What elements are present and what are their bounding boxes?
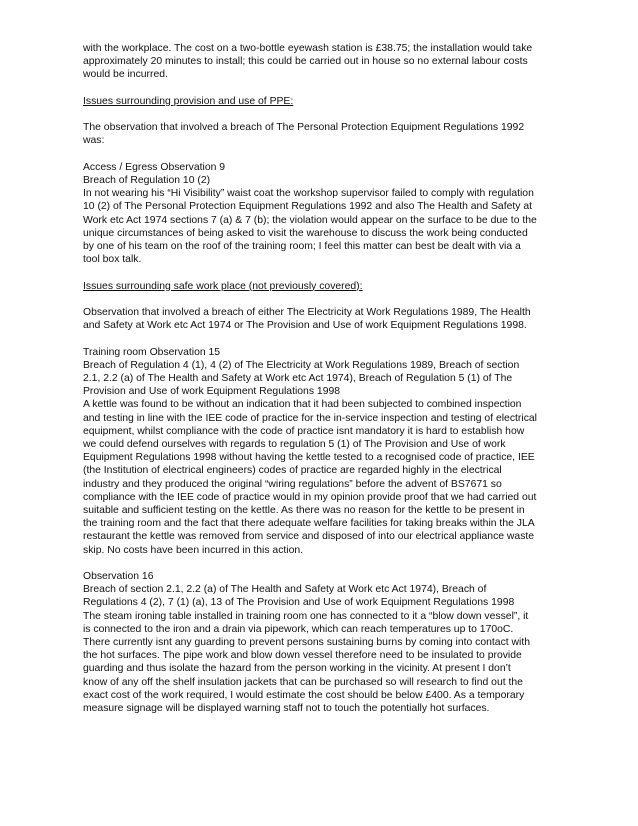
eyewash-cost-paragraph <box>83 42 561 82</box>
text-line: restaurant the kettle was removed from service and disposed of into our electrical appliance waste <box>83 531 535 543</box>
text-line: equipment, whilst compliance with the code of practice isnt mandatory it is hard to establish how <box>83 425 525 437</box>
text-line: was: <box>83 135 105 147</box>
text-line: 10 (2) of The Personal Protection Equipment Regulations 1992 and also The Health and Safety at <box>83 201 533 213</box>
text-line: In not wearing his “Hi Visibility” waist coat the workshop supervisor failed to comply with regulation <box>83 188 534 200</box>
observation-15-paragraph <box>83 346 561 557</box>
text-line: Breach of Regulation 10 (2) <box>83 174 211 186</box>
text-line: is connected to the iron and a drain via pipework, which can reach temperatures up to 170oC. <box>83 623 514 635</box>
text-line: Training room Observation 15 <box>83 346 221 358</box>
document-page <box>83 42 561 728</box>
ppe-issues-heading: Issues surrounding provision and use of PPE: <box>83 95 294 107</box>
text-line: the hot surfaces. The pipe work and blow down vessel therefore need to be insulated to provide <box>83 650 522 662</box>
text-line: A kettle was found to be without an indication that it had been subjected to combined inspection <box>83 399 522 411</box>
observation-16-paragraph <box>83 570 561 715</box>
text-line: Provision and Use of work Equipment Regulations 1998 <box>83 386 341 398</box>
text-line: with the workplace. The cost on a two-bottle eyewash station is £38.75; the installation would take <box>83 43 533 54</box>
text-line: tool box talk. <box>83 254 142 266</box>
text-line: approximately 20 minutes to install; this could be carried out in house so no external labour costs <box>83 56 528 68</box>
text-line: Work etc Act 1974 sections 7 (a) & 7 (b); the violation would appear on the surface to be due to the <box>83 214 537 226</box>
text-line: (the Institution of electrical engineers) codes of practice are regarded highly in the electrical <box>83 465 502 477</box>
ppe-breach-intro-paragraph <box>83 121 561 147</box>
safe-workplace-heading: Issues surrounding safe work place (not previously covered): <box>83 280 363 292</box>
text-line: Breach of Regulation 4 (1), 4 (2) of The Electricity at Work Regulations 1989, Breach of section <box>83 359 520 371</box>
safe-workplace-intro-paragraph <box>83 306 561 332</box>
text-line: There currently isnt any guarding to prevent persons sustaining burns by coming into contact with <box>83 637 531 649</box>
text-line: skip. No costs have been incurred in this action. <box>83 544 304 556</box>
text-line: and Safety at Work etc Act 1974 or The Provision and Use of work Equipment Regulations 1998. <box>83 320 527 332</box>
text-line: Observation 16 <box>83 571 154 583</box>
text-line: Access / Egress Observation 9 <box>83 161 226 173</box>
text-line: Regulations 4 (2), 7 (1) (a), 13 of The Provision and Use of work Equipment Regulations 1998 <box>83 597 515 609</box>
observation-9-paragraph <box>83 161 561 267</box>
text-line: The steam ironing table installed in training room one has connected to it a “blow down vessel”, it <box>83 610 529 622</box>
text-line: by one of his team on the roof of the training room; I feel this matter can best be dealt with via a <box>83 241 521 252</box>
text-line: The observation that involved a breach of The Personal Protection Equipment Regulations 1992 <box>83 122 525 134</box>
text-line: the training room and the fact that there adequate welfare facilities for taking breaks within the JLA <box>83 518 535 530</box>
text-line: compliance with the IEE code of practice would in my opinion provide proof that we had carried out <box>83 491 537 503</box>
text-line: industry and they produced the original “wiring regulations” before the advent of BS7671 so <box>83 478 502 490</box>
text-line: suitable and sufficient testing on the kettle. As there was no reason for the kettle to be present in <box>83 505 525 517</box>
text-line: Equipment Regulations 1998 without having the kettle tested to a recognised code of practice, IEE <box>83 452 535 464</box>
text-line: 2.1, 2.2 (a) of The Health and Safety at Work etc Act 1974), Breach of Regulation 5 (1) of The <box>83 372 513 384</box>
text-line: guarding and thus isolate the hazard from the person working in the vicinity. At present I don’t <box>83 663 511 675</box>
text-line: we could defend ourselves with regards to regulation 5 (1) of The Provision and Use of work <box>83 439 506 450</box>
text-line: measure signage will be displayed warning staff not to touch the potentially hot surfaces. <box>83 703 490 715</box>
text-line: exact cost of the work required, I would estimate the cost should be below £400. As a temporary <box>83 689 525 701</box>
text-line: and testing in line with the IEE code of practice for the in-service inspection and testing of electrical <box>83 412 537 424</box>
text-line: know of any off the shelf insulation jackets that can be purchased so will research to find out the <box>83 676 523 688</box>
text-line: Breach of section 2.1, 2.2 (a) of The Health and Safety at Work etc Act 1974), Breach of <box>83 584 487 596</box>
text-line: unique circumstances of being asked to visit the warehouse to discuss the work being conducted <box>83 227 528 239</box>
text-line: would be incurred. <box>83 69 168 81</box>
text-line: Observation that involved a breach of either The Electricity at Work Regulations 1989, The Health <box>83 306 531 318</box>
